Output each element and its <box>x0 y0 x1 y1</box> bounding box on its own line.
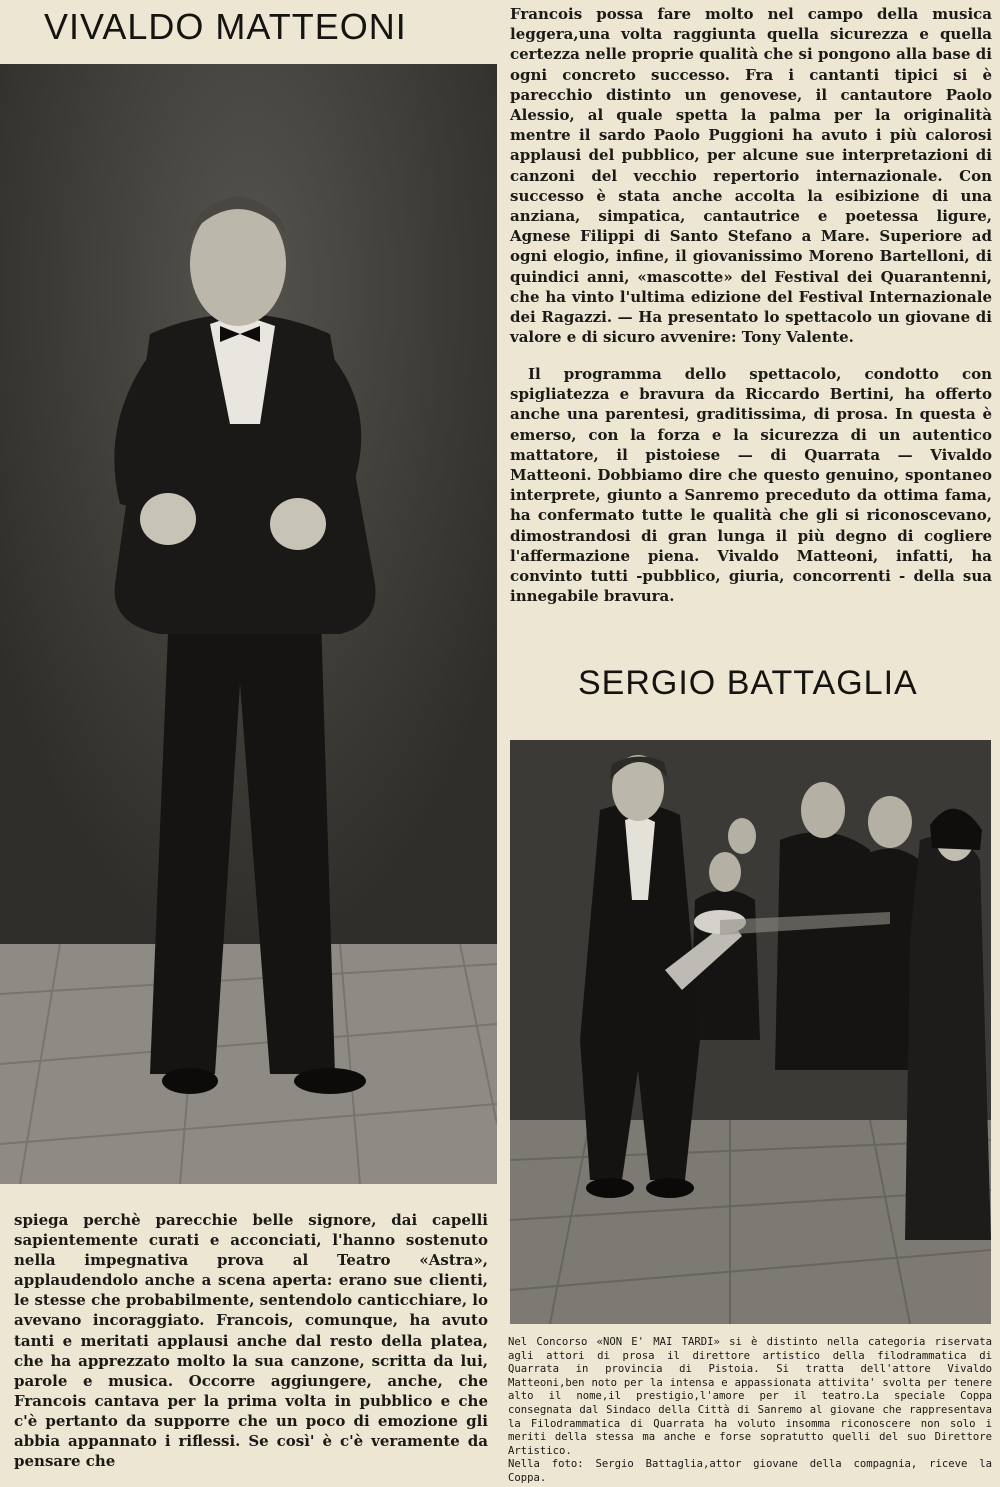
photo-man-in-tuxedo-illustration <box>0 64 497 1184</box>
photo-award-ceremony-group <box>510 740 991 1324</box>
photo-caption-credit: Nella foto: Sergio Battaglia,attor giovane della compagnia, riceve la Coppa. <box>508 1458 992 1484</box>
headline-sergio-battaglia: SERGIO BATTAGLIA <box>578 664 918 702</box>
photo-caption-text: Nel Concorso «NON E' MAI TARDI» si è distinto nella categoria riservata agli attori di prosa il direttore artistico della filodrammatica di Quarrata in provincia di Pistoia. Si tratta dell'attore Vivaldo Matteoni,ben noto per la intensa e appassionata attivita' svolta per tenere alto il nome,il prestigio,l'amore per il teatro.La speciale Coppa consegnata dal Sindaco della Città di Sanremo al giovane che rappresentava la Filodrammatica di Quarrata ha voluto insomma riconoscere non solo i meriti della stessa ma anche e forse sopratutto quelli del suo Direttore Artistico. <box>508 1336 992 1457</box>
article-text-right-paragraph-2: Il programma dello spettacolo, condotto con spigliatezza e bravura da Riccardo Bertini, ha offerto anche una parentesi, graditissima, di prosa. In questa è emerso, con la forza e la sicurezza di un autentico mattatore, il pistoiese — di Quarrata — Vivaldo Matteoni. Dobbiamo dire che questo genuino, spontaneo interprete, giunto a Sanremo preceduto da ottima fama, ha confermato tutte le qualità che gli si riconoscevano, dimostrandosi di gran lunga il più degno di cogliere l'affermazione piena. Vivaldo Matteoni, infatti, ha convinto tutti -pubblico, giuria, concorrenti - della sua innegabile bravura. <box>510 365 992 606</box>
photo-man-in-tuxedo <box>0 64 497 1184</box>
article-text-left-paragraph: spiega perchè parecchie belle signore, dai capelli sapientemente curati e acconciati, l'hanno sostenuto nella impegnativa prova al Teatro «Astra», applaudendolo anche a scena aperta: erano sue clienti, le stesse che probabilmente, sentendolo canticchiare, lo avevano incoraggiato. Francois, comunque, ha avuto tanti e meritati applausi anche dal resto della platea, che ha apprezzato molto la sua canzone, scritta da lui, parole e musica. Occorre aggiungere, anche, che Francois cantava per la prima volta in pubblico e che c'è pertanto da supporre che un poco di emozione gli abbia appannato i riflessi. Se così' è c'è veramente da pensare che <box>14 1211 488 1471</box>
article-text-right-paragraph-1: Francois possa fare molto nel campo della musica leggera,una volta raggiunta quella sicurezza e quella certezza nelle proprie qualità che si pongono alla base di ogni concreto successo. Fra i cantanti tipici si è parecchio distinto un genovese, il cantautore Paolo Alessio, al quale spetta la palma per la originalità mentre il sardo Paolo Puggioni ha avuto i più calorosi applausi del pubblico, per alcune sue interpretazioni di canzoni del vecchio repertorio internazionale. Con successo è stata anche accolta la esibizione di una anziana, simpatica, cantautrice e poetessa ligure, Agnese Filippi di Santo Stefano a Mare. Superiore ad ogni elogio, infine, il giovanissimo Moreno Bartelloni, di quindici anni, «mascotte» del Festival dei Quarantenni, che ha vinto l'ultima edizione del Festival Internazionale dei Ragazzi. — Ha presentato lo spettacolo un giovane di valore e di sicuro avvenire: Tony Valente. <box>510 5 992 347</box>
photo-caption <box>508 1336 992 1486</box>
photo-award-ceremony-illustration <box>510 740 991 1324</box>
headline-vivaldo-matteoni: VIVALDO MATTEONI <box>44 6 407 47</box>
